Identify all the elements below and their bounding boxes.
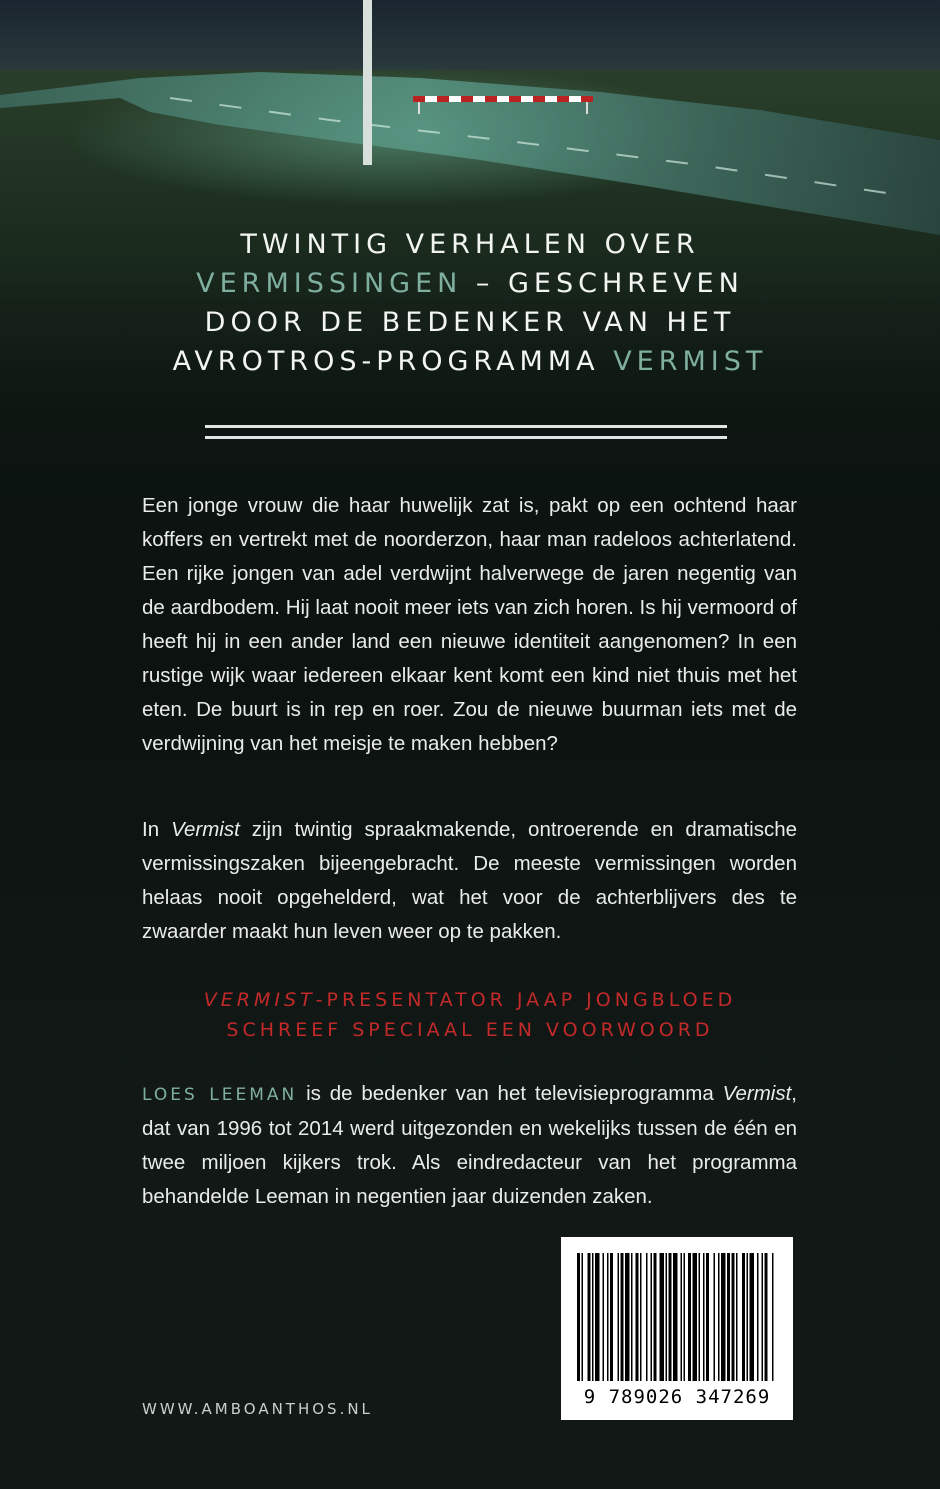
isbn-number: 9 789026 347269	[583, 1386, 771, 1408]
preface-note-line-2: SCHREEF SPECIAAL EEN VOORWOORD	[226, 1019, 714, 1041]
barcode-bar	[660, 1253, 665, 1381]
barcode-bar	[588, 1253, 591, 1381]
barcode-bar	[747, 1253, 749, 1381]
preface-note-title: VERMIST	[203, 989, 316, 1011]
divider-line-top	[205, 425, 727, 428]
divider-line-bottom	[205, 436, 727, 439]
barcode-bar	[577, 1253, 580, 1381]
barcode-bar	[618, 1253, 620, 1381]
author-bio-text-1: is de bedenker van het televisieprogramma	[297, 1082, 723, 1105]
barcode-bar	[582, 1253, 584, 1381]
barcode-bar	[732, 1253, 735, 1381]
tagline-line-4: AVROTROS-PROGRAMMA	[172, 346, 614, 377]
author-bio-title: Vermist	[722, 1082, 792, 1105]
blurb-paragraph-1: Een jonge vrouw die haar huwelijk zat is, pakt op een ochtend haar koffers en vertrekt met de noorderzon, haar man radeloos achterlatend. Een rijke jongen van adel verdwijnt halverwege de jaren negentig van de aardbodem. Hij laat nooit meer iets van zich horen. Is hij vermoord of heeft hij in een ander land een nieuwe identiteit aangenomen? In een rustige wijk waar iedereen elkaar kent komt een kind niet thuis met het eten. De buurt is in rep en roer. Zou de nieuwe buurman iets met de verdwijning van het meisje te maken hebben?	[142, 494, 797, 755]
tagline-line-1: TWINTIG VERHALEN OVER	[240, 229, 700, 260]
barcode-bar	[673, 1253, 678, 1381]
barcode-bar	[757, 1253, 759, 1381]
barcode-bar	[607, 1253, 609, 1381]
barcode-bar	[750, 1253, 755, 1381]
preface-note-line-1: -PRESENTATOR JAAP JONGBLOED	[315, 989, 737, 1011]
barcode-bar	[742, 1253, 745, 1381]
blurb-paragraph-2-rest: zijn twintig spraakmakende, ontroerende en dramatische vermissingszaken bijeengebracht. De meeste vermissingen worden helaas nooit opgehelderd, wat het voor de achterblijvers des te zwaarder maakt hun leven weer op te pakken.	[142, 818, 797, 943]
barcode-bar	[646, 1253, 648, 1381]
tagline-highlight-vermissingen: VERMISSINGEN	[196, 268, 463, 299]
barcode-bar	[727, 1253, 730, 1381]
barcode-bar	[666, 1253, 668, 1381]
barcode-bar	[669, 1253, 672, 1381]
barcode-bar	[595, 1253, 600, 1381]
barcode-bar	[621, 1253, 624, 1381]
isbn-barcode	[561, 1237, 793, 1420]
blurb-paragraph-2	[142, 813, 797, 949]
barcode-bar	[631, 1253, 633, 1381]
barcode-bar	[736, 1253, 738, 1381]
barcode-bar	[651, 1253, 653, 1381]
tagline-line-3: DOOR DE BEDENKER VAN HET	[204, 307, 736, 338]
author-name: LOES LEEMAN	[142, 1085, 298, 1105]
barcode-bar	[772, 1253, 774, 1381]
barcode-bar	[610, 1253, 613, 1381]
barcode-bar	[706, 1253, 709, 1381]
barcode-bar	[640, 1253, 642, 1381]
barcode-bar	[688, 1253, 691, 1381]
tagline-highlight-vermist: VERMIST	[613, 346, 768, 377]
barcode-bar	[703, 1253, 705, 1381]
barcode-bar	[714, 1253, 716, 1381]
barcode-bars	[575, 1253, 779, 1381]
author-bio	[142, 1077, 797, 1214]
barcode-bar	[592, 1253, 594, 1381]
barcode-bar	[693, 1253, 698, 1381]
tagline	[0, 225, 940, 381]
tagline-line-2-rest: – GESCHREVEN	[462, 268, 744, 299]
barcode-bar	[721, 1253, 726, 1381]
barcode-bar	[684, 1253, 686, 1381]
barcode-bar	[765, 1253, 768, 1381]
publisher-url: WWW.AMBOANTHOS.NL	[142, 1400, 373, 1418]
barcode-bar	[625, 1253, 630, 1381]
barcode-bar	[718, 1253, 720, 1381]
barcode-bar	[636, 1253, 639, 1381]
barcode-bar	[762, 1253, 764, 1381]
preface-note	[0, 985, 940, 1045]
barcode-bar	[681, 1253, 683, 1381]
blurb-title-vermist: Vermist	[171, 818, 240, 841]
barcode-bar	[699, 1253, 701, 1381]
blurb-paragraph-2-prefix: In	[142, 818, 172, 841]
barcode-bar	[654, 1253, 657, 1381]
barcode-bar	[603, 1253, 605, 1381]
author-bio-text-2: , dat van 1996 tot 2014 werd uitgezonden en wekelijks tussen de één en twee miljoen kijkers trok. Als eindredacteur van het programma behandelde Leeman in negentien jaar duizenden zaken.	[142, 1082, 797, 1208]
